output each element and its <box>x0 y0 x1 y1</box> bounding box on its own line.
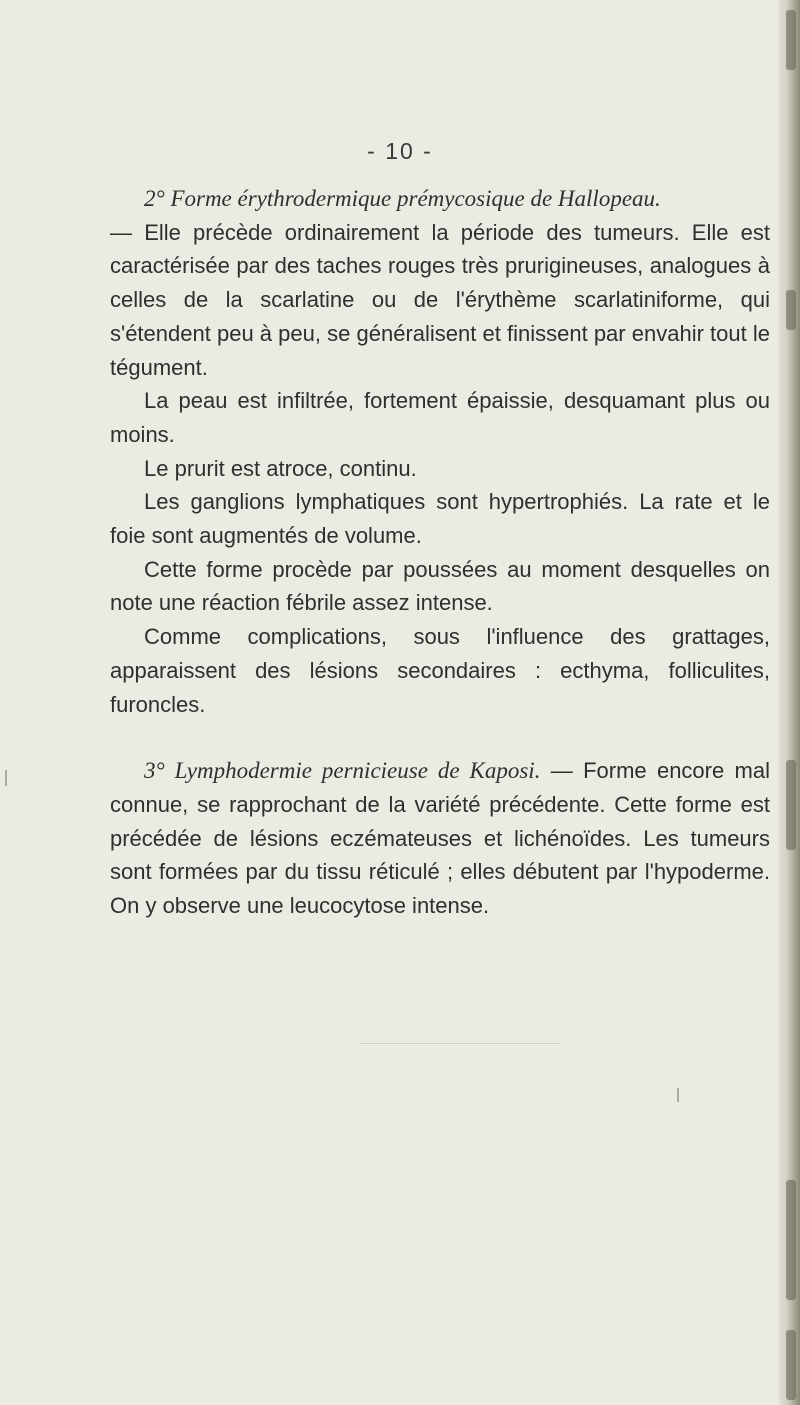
page-number: - 10 - <box>367 138 433 164</box>
section-2-heading <box>110 182 770 216</box>
section-gap <box>110 721 770 754</box>
faint-rule <box>360 1043 560 1044</box>
section-3-paragraph <box>110 754 770 923</box>
section-2-title: 2° Forme érythrodermique prémycosique de Hallopeau. <box>144 186 661 211</box>
binding-stain <box>786 290 796 330</box>
body-text <box>110 182 770 923</box>
section-3-title: 3° Lymphodermie pernicieuse de Kaposi. <box>144 758 541 784</box>
binding-edge <box>778 0 800 1405</box>
paragraph: La peau est infiltrée, fortement épaissie, desquamant plus ou moins. <box>110 388 770 447</box>
paragraph: Le prurit est atroce, continu. <box>144 455 417 481</box>
binding-stain <box>786 760 796 850</box>
binding-stain <box>786 1180 796 1300</box>
ink-speck <box>5 770 7 786</box>
ink-speck <box>677 1088 679 1102</box>
paragraph: Comme complications, sous l'influence des grattages, apparaissent des lésions secondaires : ecthyma, folliculites, furoncles. <box>110 624 770 717</box>
paragraph: Cette forme procède par poussées au moment desquelles on note une réaction fébrile assez intense. <box>110 556 770 616</box>
section-3-body: — Forme encore mal connue, se rapprochant de la variété précédente. Cette forme est précédée de lésions eczémateuses et lichénoïdes. Les tumeurs sont formées par du tissu réticulé ; elles débutent par l'hypoderme. On y observe une leucocytose intense. <box>110 758 770 919</box>
binding-stain <box>786 10 796 70</box>
binding-stain <box>786 1330 796 1400</box>
paragraph: — Elle précède ordinairement la période des tumeurs. Elle est caractérisée par des taches rouges très prurigineuses, analogues à celles de la scarlatine ou de l'érythème scarlatiniforme, qui s'étendent peu à peu, se généralisent et finissent par envahir tout le tégument. <box>110 219 770 380</box>
paragraph: Les ganglions lymphatiques sont hypertrophiés. La rate et le foie sont augmentés de volume. <box>110 489 770 549</box>
